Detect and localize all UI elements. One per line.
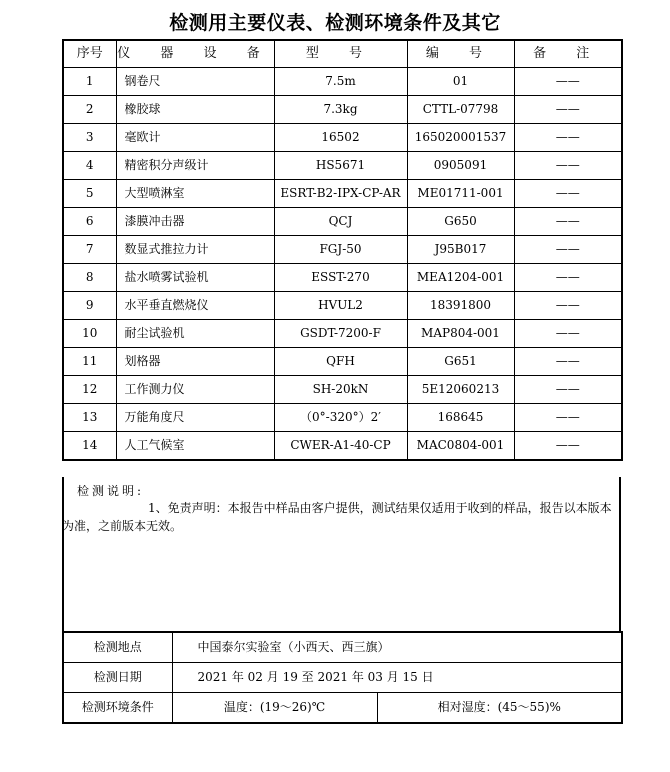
row-serial-number: MAP804-001 xyxy=(407,320,514,348)
row-remark: —— xyxy=(514,432,622,461)
row-index: 4 xyxy=(63,152,116,180)
row-device-name: 大型喷淋室 xyxy=(116,180,274,208)
row-model: （0°-320°）2′ xyxy=(274,404,407,432)
row-device-name: 万能角度尺 xyxy=(116,404,274,432)
table-row xyxy=(63,208,622,236)
table-row xyxy=(63,180,622,208)
environment-label: 检测环境条件 xyxy=(63,693,172,724)
header-serial: 编 号 xyxy=(407,40,514,68)
row-serial-number: 0905091 xyxy=(407,152,514,180)
row-index: 2 xyxy=(63,96,116,124)
row-index: 10 xyxy=(63,320,116,348)
header-index: 序号 xyxy=(63,40,116,68)
row-remark: —— xyxy=(514,236,622,264)
row-device-name: 水平垂直燃烧仪 xyxy=(116,292,274,320)
info-table xyxy=(62,631,623,724)
row-remark: —— xyxy=(514,68,622,96)
row-remark: —— xyxy=(514,376,622,404)
row-model: HVUL2 xyxy=(274,292,407,320)
row-index: 6 xyxy=(63,208,116,236)
row-device-name: 毫欧计 xyxy=(116,124,274,152)
row-serial-number: J95B017 xyxy=(407,236,514,264)
environment-row xyxy=(63,693,622,724)
row-index: 9 xyxy=(63,292,116,320)
row-device-name: 数显式推拉力计 xyxy=(116,236,274,264)
row-serial-number: G651 xyxy=(407,348,514,376)
row-serial-number: 5E12060213 xyxy=(407,376,514,404)
table-row xyxy=(63,292,622,320)
row-model: QFH xyxy=(274,348,407,376)
row-device-name: 划格器 xyxy=(116,348,274,376)
row-remark: —— xyxy=(514,404,622,432)
row-model: SH-20kN xyxy=(274,376,407,404)
row-remark: —— xyxy=(514,292,622,320)
row-index: 8 xyxy=(63,264,116,292)
location-value: 中国泰尔实验室（小西天、西三旗） xyxy=(172,632,622,663)
row-serial-number: 168645 xyxy=(407,404,514,432)
row-model: HS5671 xyxy=(274,152,407,180)
row-device-name: 精密积分声级计 xyxy=(116,152,274,180)
table-row xyxy=(63,264,622,292)
row-model: CWER-A1-40-CP xyxy=(274,432,407,461)
row-serial-number: 165020001537 xyxy=(407,124,514,152)
row-device-name: 钢卷尺 xyxy=(116,68,274,96)
row-device-name: 漆膜冲击器 xyxy=(116,208,274,236)
header-remark: 备 注 xyxy=(514,40,622,68)
equipment-table-body xyxy=(63,68,622,461)
table-row xyxy=(63,432,622,461)
table-row xyxy=(63,96,622,124)
notes-section xyxy=(62,477,621,631)
table-row xyxy=(63,404,622,432)
table-row xyxy=(63,236,622,264)
row-remark: —— xyxy=(514,264,622,292)
equipment-table xyxy=(62,39,623,461)
table-row xyxy=(63,376,622,404)
temperature-value: 温度：(19～26)℃ xyxy=(172,693,377,724)
table-row xyxy=(63,152,622,180)
page-title: 检测用主要仪表、检测环境条件及其它 xyxy=(169,12,501,34)
row-device-name: 人工气候室 xyxy=(116,432,274,461)
row-device-name: 盐水喷雾试验机 xyxy=(116,264,274,292)
disclaimer-text: 1、免责声明：本报告中样品由客户提供，测试结果仅适用于收到的样品，报告以本版本为准，之前版本无效。 xyxy=(62,501,612,533)
row-serial-number: MEA1204-001 xyxy=(407,264,514,292)
row-model: QCJ xyxy=(274,208,407,236)
row-device-name: 耐尘试验机 xyxy=(116,320,274,348)
humidity-value: 相对湿度：(45～55)% xyxy=(377,693,622,724)
row-device-name: 橡胶球 xyxy=(116,96,274,124)
row-index: 11 xyxy=(63,348,116,376)
row-serial-number: 18391800 xyxy=(407,292,514,320)
row-remark: —— xyxy=(514,320,622,348)
date-row xyxy=(63,663,622,693)
date-value: 2021 年 02 月 19 至 2021 年 03 月 15 日 xyxy=(172,663,622,693)
row-remark: —— xyxy=(514,208,622,236)
row-remark: —— xyxy=(514,124,622,152)
notes-text xyxy=(62,499,618,535)
row-index: 12 xyxy=(63,376,116,404)
table-row xyxy=(63,320,622,348)
row-remark: —— xyxy=(514,348,622,376)
table-header-row xyxy=(63,40,622,68)
row-model: FGJ-50 xyxy=(274,236,407,264)
row-serial-number: MAC0804-001 xyxy=(407,432,514,461)
row-remark: —— xyxy=(514,180,622,208)
location-label: 检测地点 xyxy=(63,632,172,663)
header-model: 型 号 xyxy=(274,40,407,68)
notes-heading: 检测说明: xyxy=(77,484,145,498)
row-remark: —— xyxy=(514,152,622,180)
row-serial-number: G650 xyxy=(407,208,514,236)
header-device: 仪 器 设 备 xyxy=(116,40,274,68)
row-model: 7.5m xyxy=(274,68,407,96)
date-label: 检测日期 xyxy=(63,663,172,693)
row-serial-number: 01 xyxy=(407,68,514,96)
location-row xyxy=(63,632,622,663)
row-index: 7 xyxy=(63,236,116,264)
row-model: 16502 xyxy=(274,124,407,152)
table-row xyxy=(63,124,622,152)
row-index: 3 xyxy=(63,124,116,152)
table-row xyxy=(63,348,622,376)
row-index: 14 xyxy=(63,432,116,461)
table-row xyxy=(63,68,622,96)
row-remark: —— xyxy=(514,96,622,124)
row-model: ESST-270 xyxy=(274,264,407,292)
row-model: ESRT-B2-IPX-CP-AR xyxy=(274,180,407,208)
row-serial-number: ME01711-001 xyxy=(407,180,514,208)
row-serial-number: CTTL-07798 xyxy=(407,96,514,124)
row-index: 1 xyxy=(63,68,116,96)
row-model: GSDT-7200-F xyxy=(274,320,407,348)
row-device-name: 工作测力仪 xyxy=(116,376,274,404)
row-index: 5 xyxy=(63,180,116,208)
row-index: 13 xyxy=(63,404,116,432)
row-model: 7.3kg xyxy=(274,96,407,124)
